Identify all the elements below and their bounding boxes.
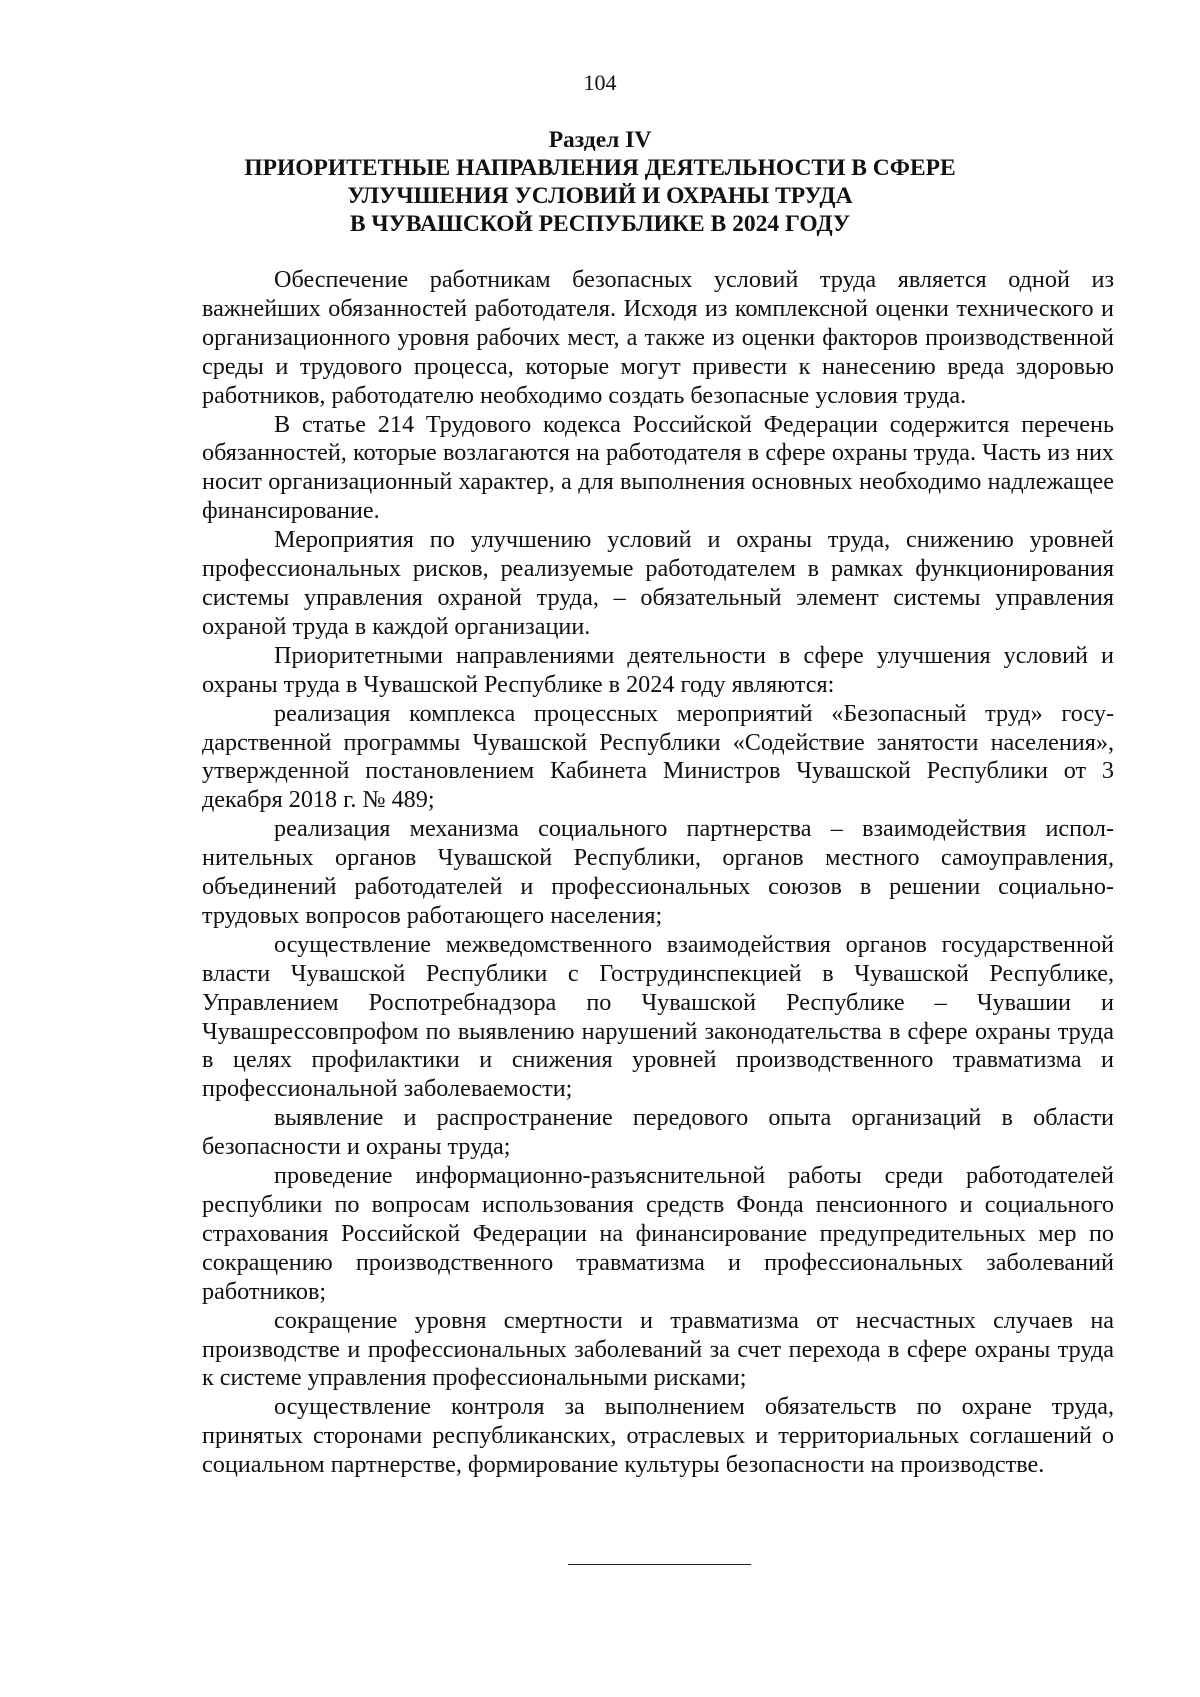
section-title-line: ПРИОРИТЕТНЫЕ НАПРАВЛЕНИЯ ДЕЯТЕЛЬНОСТИ В СФЕРЕ [244,155,956,181]
list-item: сокращение уровня смертности и травматизма от несчастных случаев на производстве и профессиональных заболеваний за счет перехода в сфере охраны труда к системе управления профессиональными рисками; [202,1306,1114,1392]
end-divider [568,1564,751,1565]
list-item: осуществление контроля за выполнением обязательств по охране труда, принятых сторонами республиканских, отраслевых и территориальных соглашений о социальном партнерстве, формирование культуры безопасности на производстве. [202,1393,1114,1479]
body-text [202,266,1114,1480]
section-label: Раздел IV [548,127,652,153]
section-title-line: В ЧУВАШСКОЙ РЕСПУБЛИКЕ В 2024 ГОДУ [349,211,851,237]
paragraph: Мероприятия по улучшению условий и охраны труда, снижению уровней профессиональных рисков, реализуемые работодателем в рамках функционирования системы управления охраной труда, – обязательный элемент системы управления охраной труда в каждой организации. [202,526,1114,640]
page-number: 104 [583,70,617,95]
section-title-line: УЛУЧШЕНИЯ УСЛОВИЙ И ОХРАНЫ ТРУДА [347,183,853,209]
list-item: проведение информационно-разъяснительной работы среди работодателей республики по вопросам использования средств Фонда пенсионного и социального страхования Российской Федерации на финансирование предупредительных мер по сокращению производственного травматизма и профессиональных заболеваний работников; [202,1162,1114,1305]
paragraph: Обеспечение работникам безопасных условий труда является одной из важнейших обязанностей работодателя. Исходя из комплексной оценки технического и организационного уровня рабочих мест, а также из оценки факторов производственной среды и трудового процесса, которые могут привести к нанесению вреда здоровью работников, работодателю необходимо создать безопасные условия труда. [202,266,1114,409]
list-item: реализация механизма социального партнерства – взаимодействия исполнительных органов Чувашской Республики, органов местного самоуправления, объединений работодателей и профессиональных союзов в решении социально-трудовых вопросов работающего населения; [202,815,1114,929]
list-item: осуществление межведомственного взаимодействия органов государственной власти Чувашской Республики с Гострудинспекцией в Чувашской Республике, Управлением Роспотребнадзора по Чувашской Республике – Чувашии и Чувашрессовпрофом по выявлению нарушений законодательства в сфере охраны труда в целях профилактики и снижения уровней производственного травматизма и профессиональной заболеваемости; [202,930,1114,1103]
list-item: выявление и распространение передового опыта организаций в области безопасности и охраны труда; [202,1104,1114,1161]
paragraph: В статье 214 Трудового кодекса Российской Федерации содержится перечень обязанностей, которые возлагаются на работодателя в сфере охраны труда. Часть из них носит организационный характер, а для выполнения основных необходимо надлежащее финансирование. [202,410,1114,525]
list-item: реализация комплекса процессных мероприятий «Безопасный труд» государственной программы Чувашской Республики «Содействие занятости населения», утвержденной постановлением Кабинета Министров Чувашской Республики от 3 декабря 2018 г. № 489; [202,699,1114,814]
paragraph: Приоритетными направлениями деятельности в сфере улучшения условий и охраны труда в Чувашской Республике в 2024 году являются: [202,641,1114,698]
section-heading [180,126,1020,238]
